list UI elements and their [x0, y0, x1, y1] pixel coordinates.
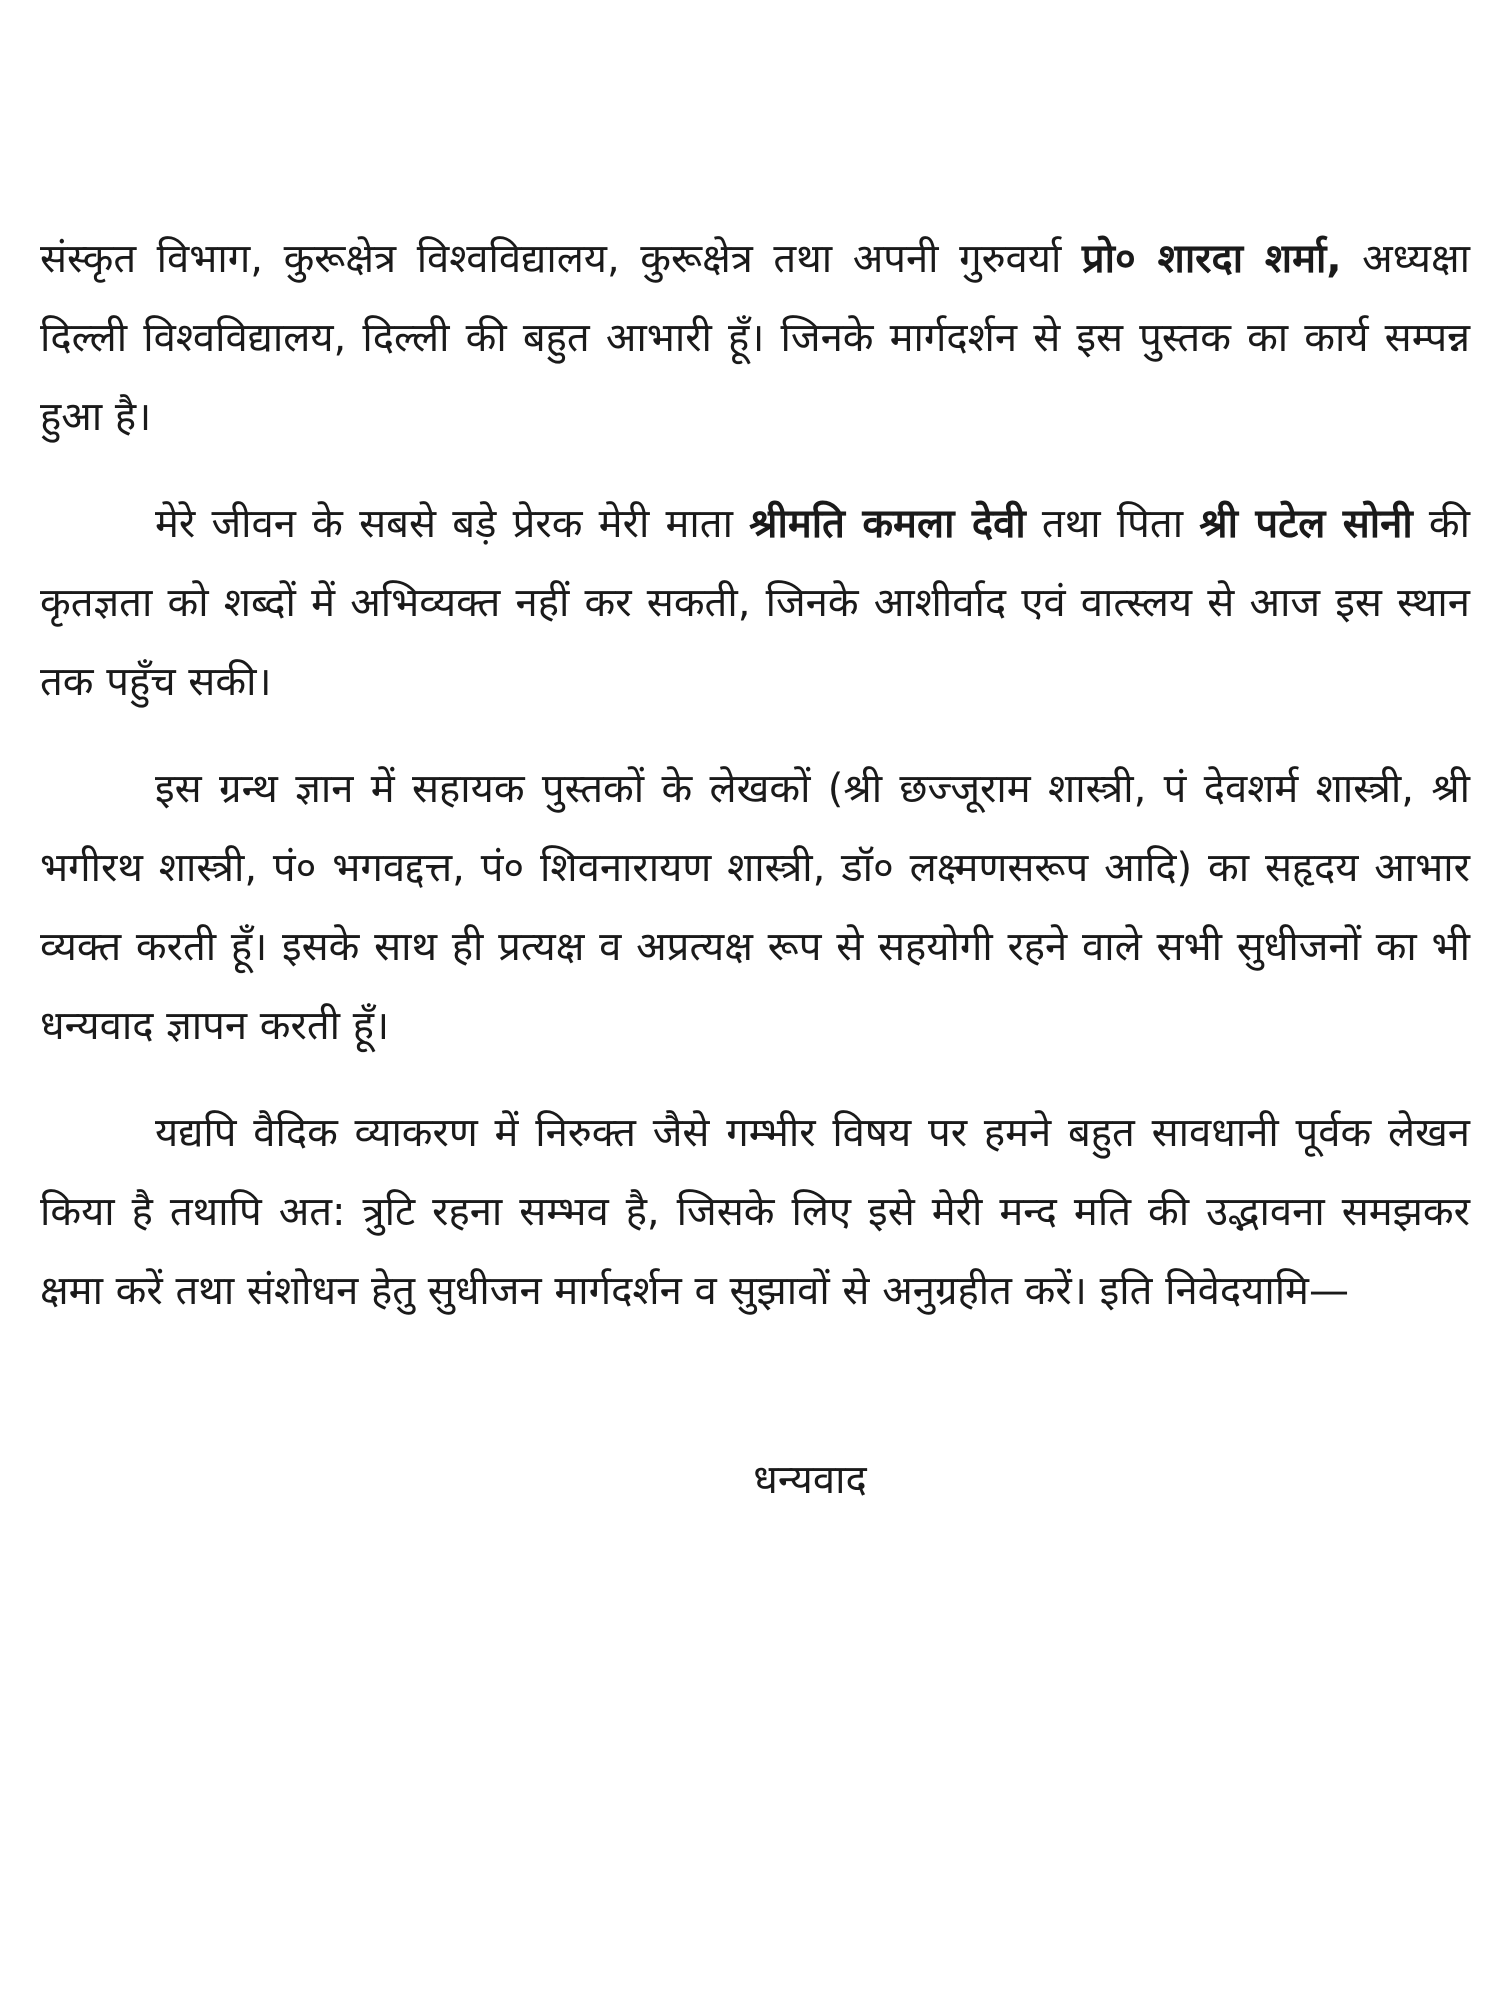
text-segment: तथा पिता [1025, 501, 1200, 547]
closing-thanks: धन्यवाद [753, 1457, 867, 1503]
paragraph-acknowledgement-parents [40, 485, 1470, 722]
paragraph-acknowledgement-authors: इस ग्रन्थ ज्ञान में सहायक पुस्तकों के लेखकों (श्री छज्जूराम शास्त्री, पं देवशर्म शास्त्री, श्री भगीरथ शास्त्री, पं० भगवद्दत्त, पं० शिवनारायण शास्त्री, डॉ० लक्ष्मणसरूप आदि) का सहृदय आभार व्यक्त करती हूँ। इसके साथ ही प्रत्यक्ष व अप्रत्यक्ष रूप से सहयोगी रहने वाले सभी सुधीजनों का भी धन्यवाद ज्ञापन करती हूँ। [40, 766, 1470, 1049]
text-segment: मेरे जीवन के सबसे बड़े प्रेरक मेरी माता [155, 501, 750, 547]
paragraph-acknowledgement-teachers [40, 220, 1470, 457]
bold-name-father: श्री पटेल सोनी [1199, 501, 1413, 547]
document-body [40, 220, 1470, 1359]
bold-name-prof-sharda-sharma: प्रो० शारदा शर्मा, [1081, 236, 1342, 282]
bold-name-mother: श्रीमति कमला देवी [749, 501, 1026, 547]
paragraph-apology-request: यद्यपि वैदिक व्याकरण में निरुक्त जैसे गम्भीर विषय पर हमने बहुत सावधानी पूर्वक लेखन किया है तथापि अत: त्रुटि रहना सम्भव है, जिसके लिए इसे मेरी मन्द मति की उद्भावना समझकर क्षमा करें तथा संशोधन हेतु सुधीजन मार्गदर्शन व सुझावों से अनुग्रहीत करें। इति निवेदयामि— [40, 1110, 1470, 1314]
text-segment: अध्यक्षा दिल्ली विश्वविद्यालय, दिल्ली की बहुत आभारी हूँ। जिनके मार्गदर्शन से इस पुस्तक का कार्य सम्पन्न हुआ है। [40, 236, 1470, 440]
text-segment: संस्कृत विभाग, कुरूक्षेत्र विश्वविद्यालय, कुरूक्षेत्र तथा अपनी गुरुवर्या [40, 236, 1082, 282]
text-segment: की कृतज्ञता को शब्दों में अभिव्यक्त नहीं कर सकती, जिनके आशीर्वाद एवं वात्स्लय से आज इस स्थान तक पहुँच सकी। [40, 501, 1471, 705]
